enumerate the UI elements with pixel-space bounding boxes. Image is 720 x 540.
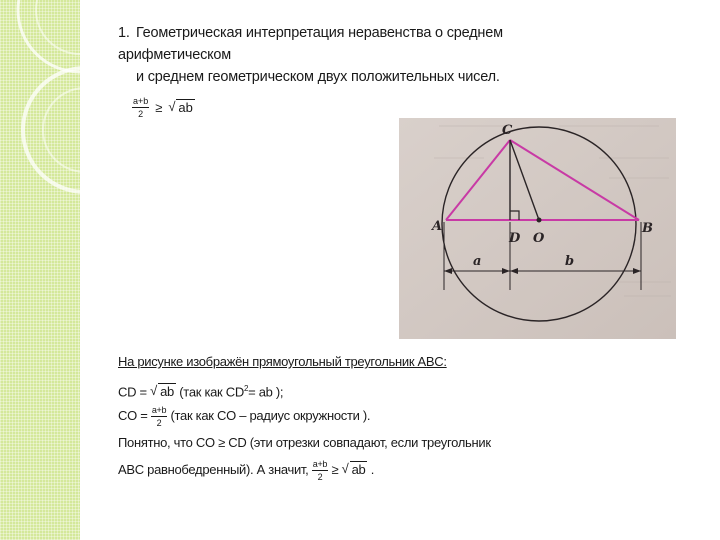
decorative-arcs: [0, 0, 80, 540]
inequality-root: [168, 100, 194, 115]
decorative-side-band: [0, 0, 80, 540]
cd-label: CD =: [118, 384, 151, 400]
co-denominator: 2: [156, 418, 162, 429]
conclusion-text: ABC равнобедренный). А значит,: [118, 462, 312, 477]
cd-radicand: ab: [160, 384, 174, 400]
label-b-length: b: [565, 254, 575, 269]
inequality-denominator: 2: [138, 109, 144, 119]
cd-exponent: 2: [243, 384, 249, 393]
sqrt-icon: √: [341, 461, 349, 476]
geometry-figure-photo: [399, 118, 676, 339]
label-c: C: [502, 123, 513, 138]
body-line-4: [118, 429, 558, 456]
inequality-radicand: ab: [178, 100, 193, 115]
co-reason: (так как CO – радиус окружности ).: [167, 408, 371, 423]
conclusion-root: [342, 456, 368, 483]
label-a-point: A: [432, 219, 443, 234]
inequality-fraction: [132, 96, 149, 119]
sqrt-icon: √: [150, 383, 157, 399]
cd-reason-start: (так как CD: [175, 384, 244, 400]
sqrt-icon: √: [168, 99, 176, 114]
slide-heading: [118, 22, 588, 88]
label-d: D: [509, 231, 521, 246]
cd-reason-end: = ab );: [248, 384, 284, 400]
heading-line-2: и среднем геометрическом двух положительных чисел.: [136, 69, 500, 85]
label-a-length: a: [473, 254, 482, 269]
am-gm-inequality: [132, 96, 195, 119]
cd-root: [150, 378, 176, 405]
conclusion-fraction: [312, 459, 328, 482]
circle-triangle-diagram: [399, 118, 676, 339]
body-line-4-text: Понятно, что CO ≥ CD (эти отрезки совпадают, если треугольник: [118, 435, 491, 450]
co-fraction: [151, 405, 167, 428]
label-o: O: [533, 231, 545, 246]
heading-number: 1.: [118, 25, 130, 41]
inequality-numerator: a+b: [133, 96, 149, 106]
inequality-sign: ≥: [155, 100, 163, 115]
conclusion-end: .: [367, 462, 375, 477]
label-b-point: B: [642, 221, 653, 236]
body-line-2: [118, 375, 558, 402]
conclusion-numerator: a+b: [312, 459, 328, 470]
co-label: CO =: [118, 408, 151, 423]
body-line-5: [118, 456, 558, 483]
body-line-1: [118, 348, 558, 375]
center-point-o: [537, 218, 542, 223]
conclusion-radicand: ab: [351, 462, 366, 477]
conclusion-sign: ≥: [328, 462, 342, 477]
conclusion-denominator: 2: [317, 472, 323, 483]
heading-line-1: Геометрическая интерпретация неравенства о среднем арифметическом: [118, 25, 503, 63]
explanation-text: [118, 348, 558, 483]
body-line-3: [118, 402, 558, 429]
co-numerator: a+b: [151, 405, 167, 416]
body-line-1-text: На рисунке изображён прямоугольный треугольник ABC:: [118, 354, 447, 369]
